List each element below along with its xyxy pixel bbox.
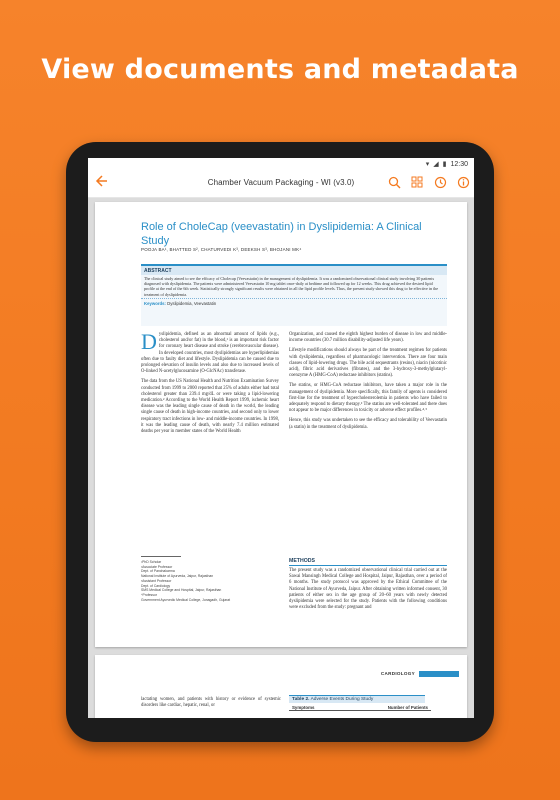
section-bar bbox=[419, 671, 459, 677]
history-icon[interactable] bbox=[433, 175, 447, 189]
right-column bbox=[289, 332, 447, 435]
methods-text: The present study was a randomized observational clinical trial carried out at the Sawai Mansingh Medical College and Hospital, Jaipur, Rajasthan, over a period of 6 months. The study protocol was approved by the Ethical Committee of the National Institute of Ayurveda, Jaipur. After obtaining written informed consent, 30 patients of either sex in the age group of 20–60 years with newly detected dyslipidemia were selected for the study. Patients with the following conditions were excluded from the study: pregnant and bbox=[289, 568, 447, 611]
page2-text: lactating women, and patients with history or evidence of systemic disorders like cardiac, hepatic, renal, or bbox=[141, 697, 281, 709]
footnote-rule bbox=[141, 556, 181, 557]
abstract-heading: ABSTRACT bbox=[141, 266, 447, 275]
document-page-1 bbox=[95, 202, 467, 647]
footnote-line: National Institute of Ayurveda, Jaipur, Rajasthan bbox=[141, 574, 214, 579]
wifi-icon: ▾ bbox=[425, 161, 430, 168]
table-caption bbox=[289, 695, 425, 703]
table-number: Table 2. bbox=[292, 697, 310, 702]
keywords-value: Dyslipidemia, Veevastatin bbox=[167, 300, 217, 306]
footnote-line: SMS Medical College and Hospital, Jaipur, Rajasthan bbox=[141, 588, 222, 593]
document-page-2 bbox=[95, 655, 467, 718]
section-label: CARDIOLOGY bbox=[380, 671, 415, 676]
dropcap: D bbox=[141, 329, 157, 354]
footnote-line: ²Associate Professor bbox=[141, 564, 173, 569]
paper-authors: POOJA BA¹, BHATTED S², CHATURVEDI K³, DEEKSH S³, BHOJANI MK⁴ bbox=[141, 247, 302, 252]
cell-signal-icon: ◢ bbox=[433, 161, 439, 168]
status-time: 12:30 bbox=[450, 160, 468, 168]
table-col-symptoms: Symptoms bbox=[292, 705, 315, 710]
footnote-line: Government Ayurvedic Medical College, Junagadh, Gujarat bbox=[141, 597, 231, 602]
left-paragraph-2: The data from the US National Health and Nutrition Examination Survey conducted from 1999 to 2000 reported that 25% of adults either had total cholesterol greater than 239.4 mg/dL or were taking a lipid-lowering medication.² According to the World Health Report 1999, ischemic heart disease was the leading single cause of death in the world, the leading single cause of death in high-income countries, and second only to lower respiratory tract infections in low- and middle-income countries. In 1998, it was the leading cause of death, with nearly 7.4 million estimated deaths per year in member states of the World Health bbox=[141, 379, 279, 435]
table-header-row bbox=[289, 705, 431, 711]
left-column bbox=[141, 329, 279, 439]
keywords-line bbox=[141, 298, 447, 308]
footnote-line: Dept. of Cardiology bbox=[141, 583, 171, 588]
document-viewer[interactable] bbox=[88, 198, 474, 718]
info-icon[interactable] bbox=[456, 175, 470, 189]
left-paragraph-1: yslipidemia, defined as an abnormal amount of lipids (e.g., cholesterol and/or fat) in the blood,¹ is an important risk factor for coronary heart disease and stroke (cerebrovascular disease). In developed countries, most dyslipidemias are hyperlipidemias often due to faulty diet and lifestyle. Dyslipidemia can be caused due to prolonged elevation of insulin levels and also due to increased levels of O-linked N-acetylglucosamine (O-GlcNAc) transferase. bbox=[141, 332, 279, 375]
battery-icon: ▮ bbox=[442, 161, 447, 168]
app-bar bbox=[88, 170, 474, 198]
search-icon[interactable] bbox=[387, 175, 401, 189]
methods-heading: METHODS bbox=[289, 558, 447, 566]
right-paragraph-3: The statins, or HMG-CoA reductase inhibitors, have taken a major role in the management of dyslipidemia. More specifically, this family of agents is considered first-line for the treatment of hypercholesterolemia in patients who have failed to adequately respond to dietary therapy.³ The statins are well-tolerated and there does not appear to be major differences in toxicity or adverse effect profiles.⁴˒⁵ bbox=[289, 383, 447, 414]
document-title: Chamber Vacuum Packaging - WI (v3.0) bbox=[207, 178, 355, 187]
footnote-line: ³Assistant Professor bbox=[141, 578, 172, 583]
thumbnails-icon[interactable] bbox=[410, 175, 424, 189]
headline: View documents and metadata bbox=[41, 54, 519, 85]
footnote-line: Dept. of Panchakarma bbox=[141, 569, 175, 574]
footnotes bbox=[141, 560, 230, 602]
paper-title: Role of CholeCap (veevastatin) in Dyslipidemia: A Clinical Study bbox=[141, 221, 422, 247]
abstract-box bbox=[141, 264, 447, 326]
tablet-screen bbox=[88, 158, 474, 718]
keywords-label: Keywords: bbox=[144, 300, 166, 306]
abstract-text: The clinical study aimed to see the efficacy of Cholecap (Veevastatin) in the management of dyslipidemia. It was a randomized observational clinical study involving 30 patients diagnosed with dyslipidemia. The patients were administered Veevastatin 10 mg tablet once-daily at bedtime and followed up for 12 weeks. This drug achieved the desired lipid profile at the end of the 6th week. Statistically strongly significant results were obtained in all the lipid profile levels. Thus, the present study showed this drug to be effective in the treatment of dyslipidemia. bbox=[144, 276, 439, 297]
right-paragraph-4: Hence, this study was undertaken to see the efficacy and tolerability of Veevastatin (a statin) in the treatment of dyslipidemia. bbox=[289, 418, 447, 430]
status-bar bbox=[88, 158, 474, 170]
table-title: Adverse Events During Study bbox=[310, 697, 374, 702]
right-paragraph-2: Lifestyle modifications should always be part of the treatment regimen for patients with dyslipidemia, regardless of pharmacologic intervention. There are four main classes of lipid-lowering drugs. The bile acid sequestrants (resins), niacin (nicotinic acid), fibric acid derivatives (fibrates), and the 3-hydroxy-3-methylglutaryl-coenzyme A (HMG-CoA) reductase inhibitors (statins). bbox=[289, 348, 447, 379]
footnote-line: ⁴Professor bbox=[141, 592, 157, 597]
footnote-line: ¹PhD Scholar bbox=[141, 560, 162, 564]
table-col-patients: Number of Patients bbox=[387, 705, 428, 710]
right-paragraph-1: Organization, and caused the eighth highest burden of disease in low and middle-income countries (30.7 million disability-adjusted life years). bbox=[289, 332, 447, 344]
back-arrow-icon[interactable] bbox=[94, 172, 108, 194]
